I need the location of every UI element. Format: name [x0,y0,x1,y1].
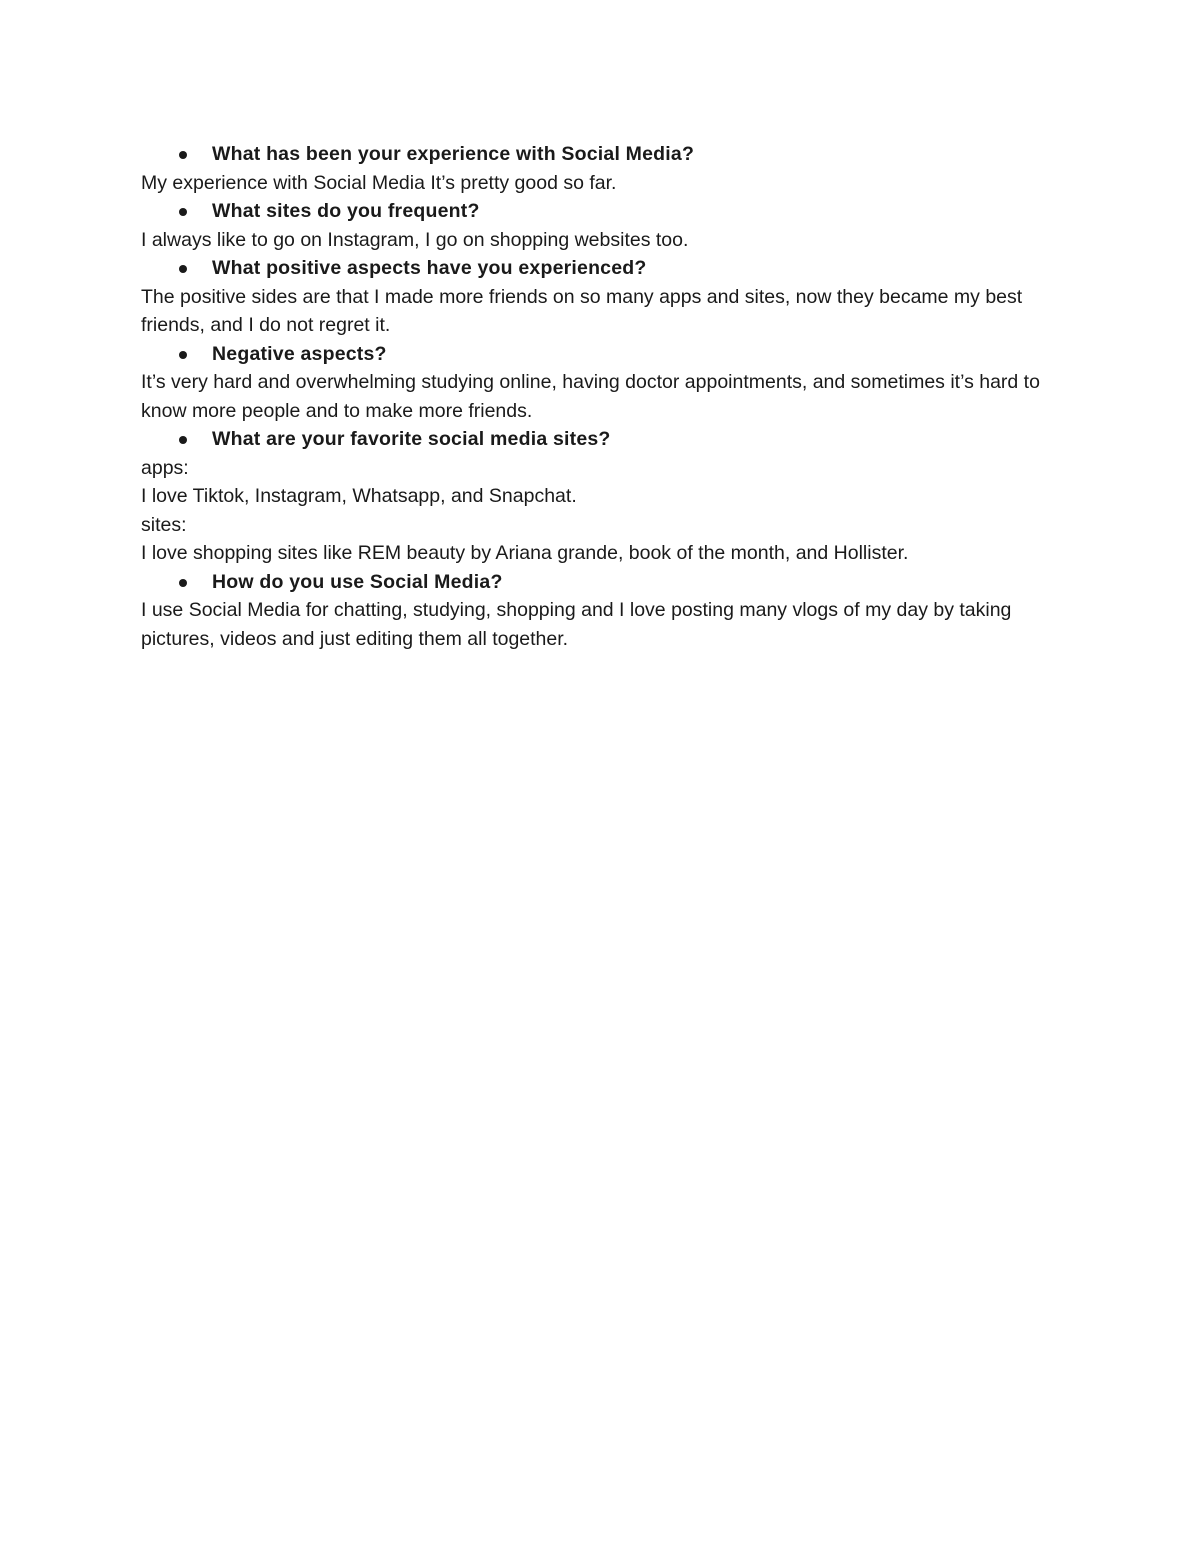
question-heading [141,568,1051,597]
bullet-icon [179,351,187,359]
bullet-icon [179,436,187,444]
answer-text: The positive sides are that I made more friends on so many apps and sites, now they became my best friends, and I do not regret it. [141,285,1023,336]
question-heading [141,197,1051,226]
bullet-icon [179,265,187,273]
question-heading [141,425,1051,454]
bullet-icon [179,208,187,216]
answer-text: My experience with Social Media It’s pretty good so far. [141,171,617,194]
answer-text: I love Tiktok, Instagram, Whatsapp, and Snapchat. [141,485,577,507]
bullet-icon [179,151,187,159]
question-text: What positive aspects have you experienced? [212,257,647,279]
answer-text: I use Social Media for chatting, studying, shopping and I love posting many vlogs of my day by taking pictures, videos and just editing them all together. [141,599,1012,650]
answer-label-sites: sites: [141,513,187,536]
answer-text: I always like to go on Instagram, I go on shopping websites too. [141,228,689,251]
question-heading [141,254,1051,283]
answer-text: It’s very hard and overwhelming studying online, having doctor appointments, and sometimes it’s hard to know more people and to make more friends. [141,371,1040,422]
question-text: How do you use Social Media? [212,570,503,593]
question-text: What has been your experience with Social Media? [212,143,695,165]
document-body [141,140,1051,653]
question-text: What are your favorite social media sites? [212,428,611,450]
question-text: What sites do you frequent? [212,200,480,222]
answer-label-apps: apps: [141,456,189,479]
question-heading [141,140,1051,169]
bullet-icon [179,579,187,587]
question-heading [141,340,1051,369]
answer-text: I love shopping sites like REM beauty by Ariana grande, book of the month, and Hollister. [141,542,909,564]
question-text: Negative aspects? [212,342,387,365]
